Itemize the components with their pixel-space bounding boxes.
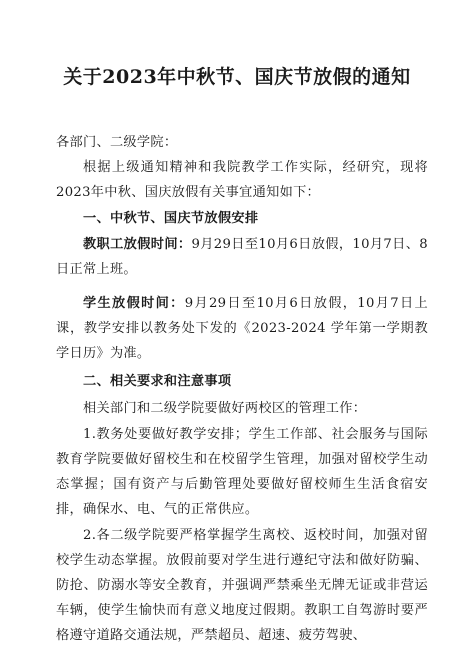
- intro-paragraph: 根据上级通知精神和我院教学工作实际，经研究，现将2023年中秋、国庆放假有关事宜通知如下：: [56, 160, 428, 200]
- student-holiday-text: 9月29日至10月6日放假，10月7日上课，教学安排以教务处下发的《2023-2024 学年第一学期教学日历》为准。: [56, 296, 428, 361]
- staff-holiday-paragraph: [56, 232, 428, 282]
- section1-heading: 一、中秋节、国庆节放假安排: [83, 211, 259, 226]
- section2-heading: 二、相关要求和注意事项: [83, 374, 232, 389]
- student-holiday-label: 学生放假时间：: [83, 296, 185, 311]
- salutation: 各部门、二级学院：: [56, 135, 178, 150]
- document-title: 关于2023年中秋节、国庆节放假的通知: [63, 66, 411, 88]
- staff-holiday-text: 9月29日至10月6日放假，10月7日、8日正常上班。: [56, 237, 428, 277]
- student-holiday-paragraph: [56, 291, 428, 366]
- requirement-item-2: 2.各二级学院要严格掌握学生离校、返校时间，加强对留校学生动态掌握。放假前要对学生进行遵纪守法和做好防骗、防抢、防溺水等安全教育，并强调严禁乘坐无牌无证或非营运车辆，使学生愉快而有意义地度过假期。教职工自驾游时要严格遵守道路交通法规，严禁超员、超速、疲劳驾驶、: [56, 528, 428, 643]
- requirement-item-1: 1.教务处要做好教学安排；学生工作部、社会服务与国际教育学院要做好留校生和在校留学生管理，加强对留校学生动态掌握；国有资产与后勤管理处要做好留校师生生活食宿安排，确保水、电、气的正常供应。: [56, 427, 428, 517]
- section2-intro: 相关部门和二级学院要做好两校区的管理工作：: [83, 401, 367, 416]
- staff-holiday-label: 教职工放假时间：: [83, 237, 192, 252]
